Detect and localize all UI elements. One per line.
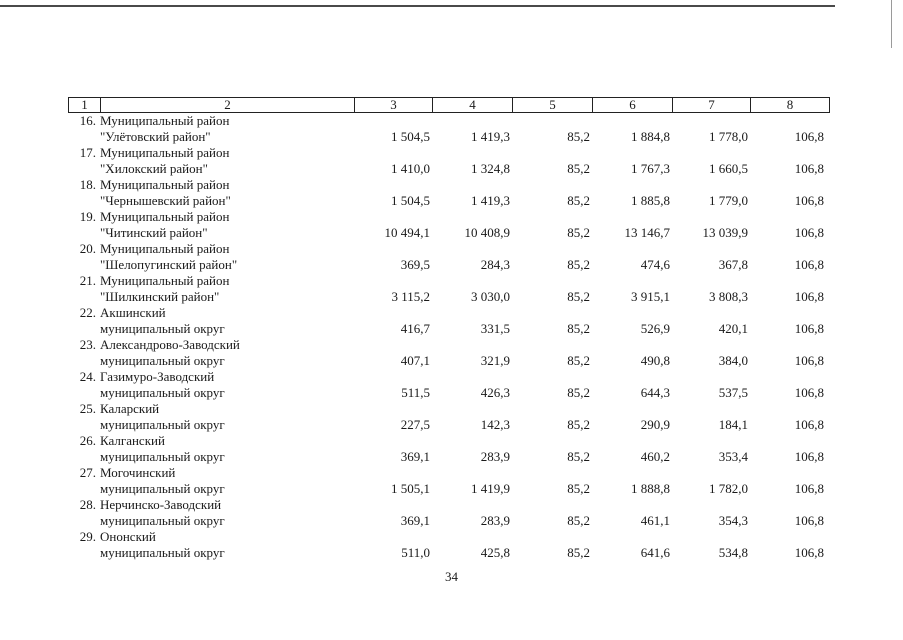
table-header — [68, 97, 830, 113]
cell-col8: 106,8 — [794, 353, 824, 368]
cell-col6: 644,3 — [640, 385, 670, 400]
row-number: 21. — [79, 273, 96, 288]
header-col-4: 4 — [433, 98, 513, 112]
cell-col7: 3 808,3 — [709, 289, 748, 304]
cell-col5: 85,2 — [567, 193, 590, 208]
row-name-line-1: Калганский — [100, 433, 165, 448]
cell-col7: 534,8 — [718, 545, 748, 560]
cell-col4: 283,9 — [480, 449, 510, 464]
cell-col7: 384,0 — [718, 353, 748, 368]
cell-col8: 106,8 — [794, 321, 824, 336]
row-name-line-2: "Улётовский район" — [100, 129, 211, 144]
cell-col3: 1 410,0 — [391, 161, 430, 176]
cell-col8: 106,8 — [794, 161, 824, 176]
cell-col4: 331,5 — [480, 321, 510, 336]
cell-col6: 641,6 — [640, 545, 670, 560]
cell-col8: 106,8 — [794, 417, 824, 432]
cell-col6: 490,8 — [640, 353, 670, 368]
table-row — [68, 241, 830, 273]
row-number: 17. — [79, 145, 96, 160]
cell-col6: 1 888,8 — [631, 481, 670, 496]
top-rule — [0, 5, 835, 7]
row-name-line-2: муниципальный округ — [100, 321, 225, 336]
cell-col7: 354,3 — [718, 513, 748, 528]
row-number: 28. — [79, 497, 96, 512]
cell-col5: 85,2 — [567, 449, 590, 464]
cell-col7: 537,5 — [718, 385, 748, 400]
cell-col4: 1 324,8 — [471, 161, 510, 176]
row-number: 22. — [79, 305, 96, 320]
row-number: 24. — [79, 369, 96, 384]
cell-col6: 290,9 — [640, 417, 670, 432]
table-row — [68, 305, 830, 337]
cell-col3: 407,1 — [400, 353, 430, 368]
cell-col6: 1 885,8 — [631, 193, 670, 208]
cell-col5: 85,2 — [567, 161, 590, 176]
cell-col3: 416,7 — [400, 321, 430, 336]
row-name-line-2: муниципальный округ — [100, 385, 225, 400]
table-row — [68, 177, 830, 209]
row-name-line-2: "Хилокский район" — [100, 161, 208, 176]
cell-col7: 1 782,0 — [709, 481, 748, 496]
budget-table — [68, 97, 830, 561]
table-row — [68, 529, 830, 561]
cell-col7: 184,1 — [718, 417, 748, 432]
cell-col4: 142,3 — [480, 417, 510, 432]
row-name-line-1: Нерчинско-Заводский — [100, 497, 222, 512]
cell-col8: 106,8 — [794, 545, 824, 560]
cell-col4: 284,3 — [480, 257, 510, 272]
cell-col4: 3 030,0 — [471, 289, 510, 304]
header-col-8: 8 — [786, 97, 794, 112]
row-name-line-1: Могочинский — [100, 465, 176, 480]
cell-col3: 1 505,1 — [391, 481, 430, 496]
cell-col3: 1 504,5 — [391, 193, 430, 208]
cell-col4: 1 419,3 — [471, 129, 510, 144]
cell-col8: 106,8 — [794, 513, 824, 528]
cell-col7: 1 779,0 — [709, 193, 748, 208]
cell-col3: 369,5 — [400, 257, 430, 272]
row-number: 23. — [79, 337, 96, 352]
cell-col6: 474,6 — [640, 257, 670, 272]
cell-col8: 106,8 — [794, 449, 824, 464]
cell-col5: 85,2 — [567, 321, 590, 336]
cell-col3: 10 494,1 — [384, 225, 430, 240]
row-name-line-2: муниципальный округ — [100, 417, 225, 432]
header-col-2: 2 — [101, 98, 355, 112]
row-name-line-1: Муниципальный район — [100, 241, 230, 256]
cell-col6: 13 146,7 — [624, 225, 670, 240]
row-name-line-2: муниципальный округ — [100, 481, 225, 496]
row-name-line-2: муниципальный округ — [100, 449, 225, 464]
cell-col7: 1 660,5 — [709, 161, 748, 176]
header-col-5: 5 — [513, 98, 593, 112]
row-name-line-2: муниципальный округ — [100, 513, 225, 528]
cell-col3: 227,5 — [400, 417, 430, 432]
cell-col3: 369,1 — [400, 513, 430, 528]
row-name-line-2: муниципальный округ — [100, 353, 225, 368]
table-row — [68, 433, 830, 465]
cell-col3: 369,1 — [400, 449, 430, 464]
cell-col5: 85,2 — [567, 385, 590, 400]
row-name-line-1: Муниципальный район — [100, 273, 230, 288]
table-row — [68, 401, 830, 433]
cell-col4: 283,9 — [480, 513, 510, 528]
cell-col3: 3 115,2 — [391, 289, 430, 304]
cell-col4: 425,8 — [480, 545, 510, 560]
header-col-6: 6 — [593, 98, 673, 112]
cell-col5: 85,2 — [567, 481, 590, 496]
cell-col4: 426,3 — [480, 385, 510, 400]
cell-col5: 85,2 — [567, 257, 590, 272]
table-row — [68, 337, 830, 369]
row-name-line-2: "Чернышевский район" — [100, 193, 231, 208]
cell-col4: 321,9 — [480, 353, 510, 368]
cell-col5: 85,2 — [567, 353, 590, 368]
cell-col5: 85,2 — [567, 225, 590, 240]
row-name-line-2: "Читинский район" — [100, 225, 208, 240]
cell-col4: 1 419,3 — [471, 193, 510, 208]
cell-col7: 1 778,0 — [709, 129, 748, 144]
cell-col8: 106,8 — [794, 225, 824, 240]
row-name-line-2: "Шилкинский район" — [100, 289, 220, 304]
cell-col5: 85,2 — [567, 513, 590, 528]
row-name-line-1: Ононский — [100, 529, 156, 544]
cell-col8: 106,8 — [794, 289, 824, 304]
table-row — [68, 273, 830, 305]
cell-col5: 85,2 — [567, 289, 590, 304]
cell-col3: 511,0 — [401, 545, 430, 560]
row-number: 26. — [79, 433, 96, 448]
cell-col8: 106,8 — [794, 257, 824, 272]
cell-col7: 353,4 — [718, 449, 748, 464]
cell-col7: 367,8 — [718, 257, 748, 272]
row-number: 25. — [79, 401, 96, 416]
header-col-7: 7 — [673, 98, 751, 112]
header-col-1: 1 — [69, 98, 101, 112]
row-name-line-2: "Шелопугинский район" — [100, 257, 238, 272]
row-number: 18. — [79, 177, 96, 192]
row-number: 19. — [79, 209, 96, 224]
cell-col8: 106,8 — [794, 481, 824, 496]
row-number: 29. — [79, 529, 96, 544]
row-name-line-1: Акшинский — [100, 305, 166, 320]
row-number: 16. — [79, 113, 96, 128]
row-name-line-1: Муниципальный район — [100, 145, 230, 160]
table-body — [68, 113, 830, 561]
cell-col8: 106,8 — [794, 385, 824, 400]
row-name-line-1: Александрово-Заводский — [100, 337, 240, 352]
row-number: 20. — [79, 241, 96, 256]
row-name-line-1: Муниципальный район — [100, 113, 230, 128]
cell-col6: 1 884,8 — [631, 129, 670, 144]
right-edge-rule — [891, 0, 892, 48]
cell-col8: 106,8 — [794, 129, 824, 144]
row-name-line-2: муниципальный округ — [100, 545, 225, 560]
row-number: 27. — [79, 465, 96, 480]
cell-col7: 420,1 — [718, 321, 748, 336]
table-row — [68, 113, 830, 145]
table-row — [68, 497, 830, 529]
cell-col5: 85,2 — [567, 417, 590, 432]
table-row — [68, 209, 830, 241]
cell-col7: 13 039,9 — [702, 225, 748, 240]
cell-col4: 1 419,9 — [471, 481, 510, 496]
row-name-line-1: Каларский — [100, 401, 160, 416]
cell-col6: 3 915,1 — [631, 289, 670, 304]
cell-col6: 460,2 — [640, 449, 670, 464]
cell-col8: 106,8 — [794, 193, 824, 208]
cell-col5: 85,2 — [567, 545, 590, 560]
cell-col3: 1 504,5 — [391, 129, 430, 144]
header-col-3: 3 — [355, 98, 433, 112]
table-row — [68, 369, 830, 401]
cell-col6: 1 767,3 — [631, 161, 670, 176]
cell-col3: 511,5 — [401, 385, 430, 400]
page-number: 34 — [445, 569, 458, 584]
cell-col4: 10 408,9 — [464, 225, 510, 240]
cell-col6: 526,9 — [640, 321, 670, 336]
cell-col5: 85,2 — [567, 129, 590, 144]
table-row — [68, 465, 830, 497]
cell-col6: 461,1 — [640, 513, 670, 528]
row-name-line-1: Газимуро-Заводский — [100, 369, 215, 384]
table-row — [68, 145, 830, 177]
row-name-line-1: Муниципальный район — [100, 209, 230, 224]
row-name-line-1: Муниципальный район — [100, 177, 230, 192]
